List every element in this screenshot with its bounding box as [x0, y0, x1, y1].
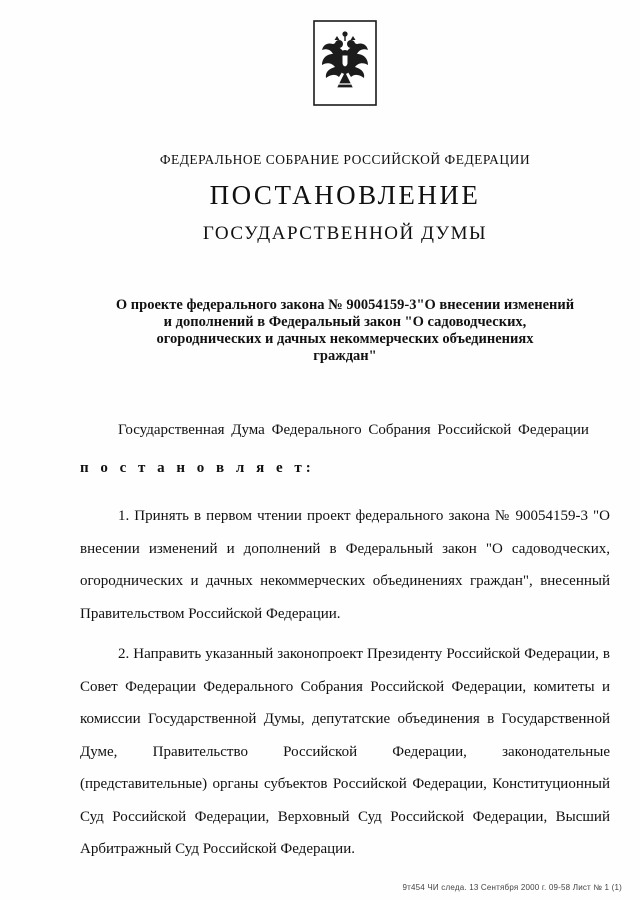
- coat-of-arms-icon: [313, 20, 377, 106]
- intro-paragraph: Государственная Дума Федерального Собрания Российской Федерации: [118, 422, 589, 438]
- issuing-body-name: ГОСУДАРСТВЕННОЙ ДУМЫ: [202, 223, 488, 244]
- coat-of-arms-area: [80, 0, 610, 130]
- document-type-title: ПОСТАНОВЛЕНИЕ: [209, 180, 481, 210]
- resolution-item-1: 1. Принять в первом чтении проект федерального закона № 90054159-3 "О внесении изменений и дополнений в Федеральный закон "О садоводческих, огороднических и дачных некоммерческих объединениях граждан", внесенный Правительством Российской Федерации.: [80, 508, 610, 622]
- subject-line-3: огороднических и дачных некоммерческих объединениях: [156, 331, 534, 347]
- resolution-body: [80, 420, 610, 866]
- subject-line-1: О проекте федерального закона № 90054159-3"О внесении изменений: [115, 297, 575, 313]
- subject-line-4: граждан": [313, 348, 377, 364]
- resolution-item-2: 2. Направить указанный законопроект Президенту Российской Федерации, в Совет Федерации Федерального Собрания Российской Федерации, комитеты и комиссии Государственной Думы, депутатские объединения в Государственной Думе, Правительство Российской Федерации, законодательные (представительные) органы субъектов Российской Федерации, Конституционный Суд Российской Федерации, Верховный Суд Российской Федерации, Высший Арбитражный Суд Российской Федерации.: [80, 646, 610, 857]
- print-footer: 9т454 ЧИ следа. 13 Сентября 2000 г. 09-58 Лист № 1 (1): [402, 883, 622, 892]
- resolves-word: п о с т а н о в л я е т:: [80, 460, 315, 476]
- subject-line-2: и дополнений в Федеральный закон "О садоводческих,: [163, 314, 527, 330]
- organization-name: ФЕДЕРАЛЬНОЕ СОБРАНИЕ РОССИЙСКОЙ ФЕДЕРАЦИИ: [159, 152, 531, 167]
- resolution-subject: [80, 297, 610, 365]
